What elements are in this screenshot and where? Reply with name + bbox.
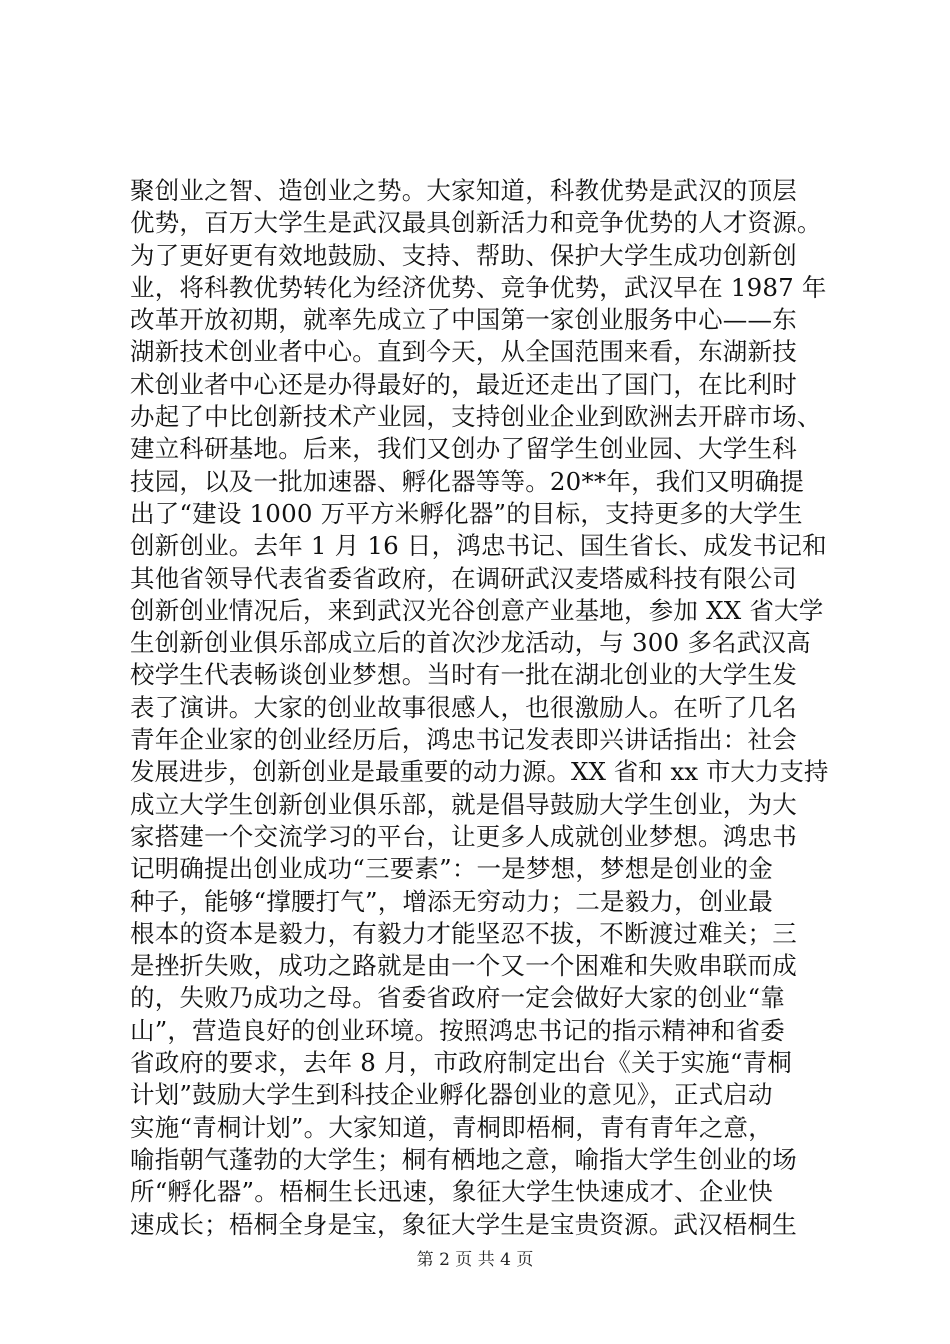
text-line: 创新创业。去年 1 月 16 日，鸿忠书记、国生省长、成发书记和: [130, 531, 827, 561]
text-line: 家搭建一个交流学习的平台，让更多人成就创业梦想。鸿忠书: [130, 821, 797, 851]
text-line: 根本的资本是毅力，有毅力才能坚忍不拔，不断渡过难关；三: [130, 918, 797, 948]
text-line: 所“孵化器”。梧桐生长迅速，象征大学生快速成才、企业快: [130, 1177, 773, 1207]
text-line: 湖新技术创业者中心。直到今天，从全国范围来看，东湖新技: [130, 337, 797, 367]
text-line: 改革开放初期，就率先成立了中国第一家创业服务中心——东: [130, 305, 797, 335]
text-line: 生创新创业俱乐部成立后的首次沙龙活动，与 300 多名武汉高: [130, 628, 811, 658]
text-line: 速成长；梧桐全身是宝，象征大学生是宝贵资源。武汉梧桐生: [130, 1209, 797, 1239]
text-line: 记明确提出创业成功“三要素”：一是梦想，梦想是创业的金: [130, 854, 773, 884]
text-line: 办起了中比创新技术产业园，支持创业企业到欧洲去开辟市场、: [130, 402, 822, 432]
text-line: 出了“建设 1000 万平方米孵化器”的目标，支持更多的大学生: [130, 498, 803, 528]
text-line: 实施“青桐计划”。大家知道，青桐即梧桐，青有青年之意，: [130, 1112, 773, 1142]
text-line: 喻指朝气蓬勃的大学生；桐有栖地之意，喻指大学生创业的场: [130, 1144, 797, 1174]
text-line: 业，将科教优势转化为经济优势、竞争优势，武汉早在 1987 年: [130, 272, 827, 302]
text-line: 表了演讲。大家的创业故事很感人，也很激励人。在听了几名: [130, 692, 797, 722]
text-line: 青年企业家的创业经历后，鸿忠书记发表即兴讲话指出：社会: [130, 725, 797, 755]
text-line: 山”，营造良好的创业环境。按照鸿忠书记的指示精神和省委: [130, 1015, 785, 1045]
text-line: 其他省领导代表省委省政府，在调研武汉麦塔威科技有限公司: [130, 563, 797, 593]
text-line: 校学生代表畅谈创业梦想。当时有一批在湖北创业的大学生发: [130, 660, 797, 690]
text-line: 种子，能够“撑腰打气”，增添无穷动力；二是毅力，创业最: [130, 886, 773, 916]
text-line: 是挫折失败，成功之路就是由一个又一个困难和失败串联而成: [130, 951, 797, 981]
text-line: 聚创业之智、造创业之势。大家知道，科教优势是武汉的顶层: [130, 176, 797, 205]
text-line: 发展进步，创新创业是最重要的动力源。XX 省和 xx 市大力支持: [130, 757, 829, 787]
body-paragraph: [130, 175, 830, 1241]
text-line: 建立科研基地。后来，我们又创办了留学生创业园、大学生科: [130, 434, 797, 464]
text-line: 成立大学生创新创业俱乐部，就是倡导鼓励大学生创业，为大: [130, 789, 797, 819]
page-number-footer: 第 2 页 共 4 页: [416, 1250, 534, 1270]
text-line: 创新创业情况后，来到武汉光谷创意产业基地，参加 XX 省大学: [130, 595, 824, 625]
text-line: 的，失败乃成功之母。省委省政府一定会做好大家的创业“靠: [130, 983, 785, 1013]
text-line: 省政府的要求，去年 8 月，市政府制定出台《关于实施“青桐: [130, 1048, 792, 1078]
text-line: 优势，百万大学生是武汉最具创新活力和竞争优势的人才资源。: [130, 208, 822, 238]
text-line: 术创业者中心还是办得最好的，最近还走出了国门，在比利时: [130, 369, 797, 399]
text-line: 为了更好更有效地鼓励、支持、帮助、保护大学生成功创新创: [130, 240, 797, 270]
text-line: 技园，以及一批加速器、孵化器等等。20**年，我们又明确提: [130, 466, 804, 496]
text-line: 计划”鼓励大学生到科技企业孵化器创业的意见》，正式启动: [130, 1080, 773, 1110]
